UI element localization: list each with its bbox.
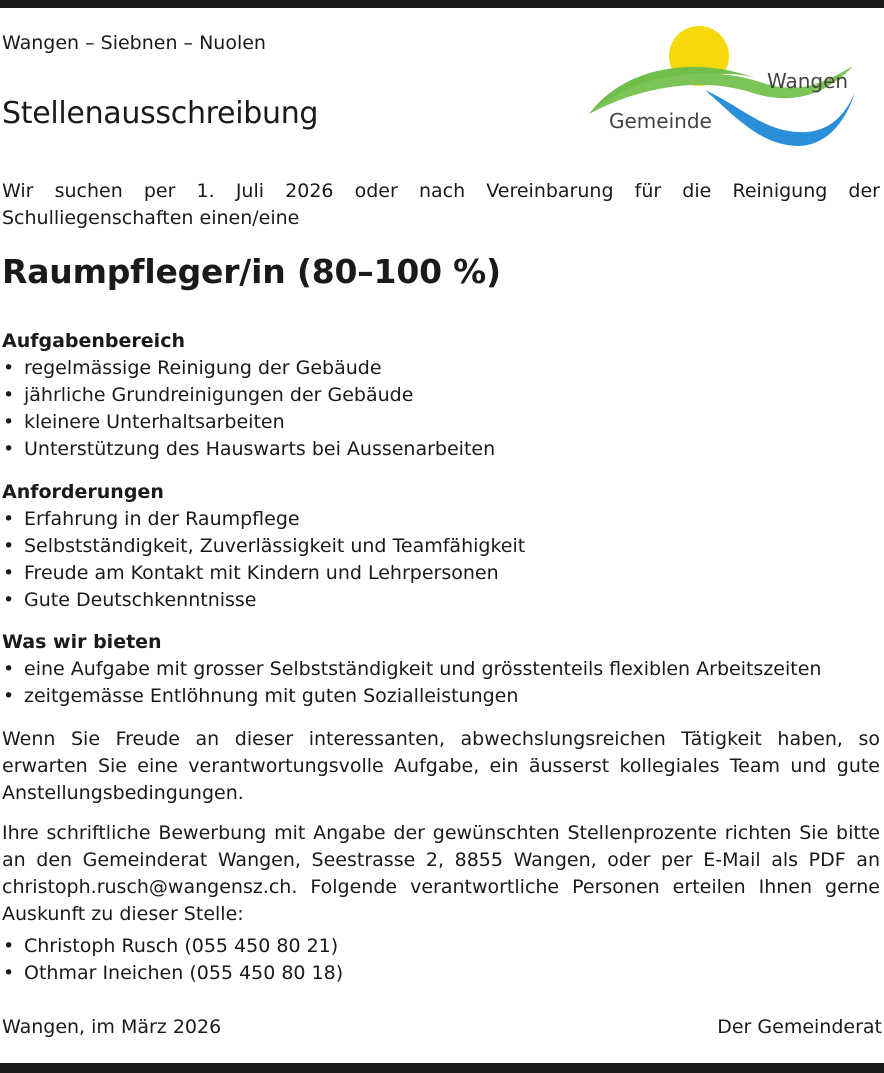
bullet-icon: • [3, 535, 15, 557]
list-item [2, 960, 880, 987]
list-item [2, 355, 880, 382]
page-title: Stellenausschreibung [2, 96, 319, 131]
paragraph-application: Ihre schriftliche Bewerbung mit Angabe der gewünschten Stellenprozente richten Sie bitte an den Gemeinderat Wangen, Seestrasse 2, 8855 Wangen, oder per E-Mail als PDF an christoph.rusch@wangensz.ch. Folgende verantwortliche Personen erteilen Ihnen gerne Auskunft zu dieser Stelle: [2, 822, 880, 925]
list-item-text: Erfahrung in der Raumpflege [24, 508, 300, 530]
gemeinde-logo [585, 26, 857, 152]
bullet-icon: • [3, 384, 15, 406]
bullet-list [2, 506, 880, 614]
contact-list [2, 933, 880, 987]
bullet-icon: • [3, 357, 15, 379]
list-item [2, 560, 880, 587]
list-item [2, 587, 880, 614]
location-line: Wangen – Siebnen – Nuolen [2, 32, 266, 54]
bullet-icon: • [3, 685, 15, 707]
bullet-list [2, 656, 880, 710]
list-item [2, 933, 880, 960]
list-item-text: zeitgemässe Entlöhnung mit guten Sozialleistungen [24, 685, 519, 707]
position-title: Raumpfleger/in (80–100 %) [2, 252, 501, 291]
list-item-text: Selbstständigkeit, Zuverlässigkeit und Teamfähigkeit [24, 535, 526, 557]
bullet-icon: • [3, 411, 15, 433]
section-title: Was wir bieten [2, 631, 162, 653]
list-item [2, 683, 880, 710]
section-was-wir-bieten [2, 629, 880, 710]
section-aufgabenbereich [2, 328, 880, 463]
list-item [2, 656, 880, 683]
top-border [0, 0, 884, 8]
bullet-list [2, 933, 880, 987]
bullet-icon: • [3, 562, 15, 584]
list-item [2, 506, 880, 533]
contact-text: Christoph Rusch (055 450 80 21) [24, 935, 339, 957]
paragraph-motivation: Wenn Sie Freude an dieser interessanten, abwechslungsreichen Tätigkeit haben, so erwarten Sie eine verantwortungsvolle Aufgabe, ein äusserst kollegiales Team und gute Anstellungsbedingungen. [2, 728, 880, 804]
section-anforderungen [2, 479, 880, 614]
bullet-icon: • [3, 962, 15, 984]
bullet-icon: • [3, 589, 15, 611]
list-item [2, 382, 880, 409]
signature: Der Gemeinderat [717, 1016, 882, 1038]
list-item-text: kleinere Unterhaltsarbeiten [24, 411, 285, 433]
logo-blue-swoosh [705, 90, 855, 146]
bullet-list [2, 355, 880, 463]
section-title: Anforderungen [2, 481, 164, 503]
list-item-text: Unterstützung des Hauswarts bei Aussenarbeiten [24, 438, 496, 460]
logo-word-wangen: Wangen [767, 69, 849, 93]
list-item-text: Gute Deutschkenntnisse [24, 589, 257, 611]
bullet-icon: • [3, 658, 15, 680]
list-item-text: regelmässige Reinigung der Gebäude [24, 357, 382, 379]
list-item [2, 436, 880, 463]
list-item [2, 533, 880, 560]
section-title: Aufgabenbereich [2, 330, 185, 352]
logo-graphic [585, 26, 857, 152]
list-item [2, 409, 880, 436]
bullet-icon: • [3, 935, 15, 957]
bottom-border [0, 1063, 884, 1073]
list-item-text: Freude am Kontakt mit Kindern und Lehrpersonen [24, 562, 499, 584]
place-date: Wangen, im März 2026 [2, 1016, 222, 1038]
contact-text: Othmar Ineichen (055 450 80 18) [24, 962, 344, 984]
logo-word-gemeinde: Gemeinde [609, 109, 712, 133]
bullet-icon: • [3, 438, 15, 460]
list-item-text: eine Aufgabe mit grosser Selbstständigkeit und grösstenteils flexiblen Arbeitszeiten [24, 658, 822, 680]
bullet-icon: • [3, 508, 15, 530]
list-item-text: jährliche Grundreinigungen der Gebäude [24, 384, 414, 406]
intro-text: Wir suchen per 1. Juli 2026 oder nach Vereinbarung für die Reinigung der Schulliegenschaften einen/eine [2, 180, 880, 229]
